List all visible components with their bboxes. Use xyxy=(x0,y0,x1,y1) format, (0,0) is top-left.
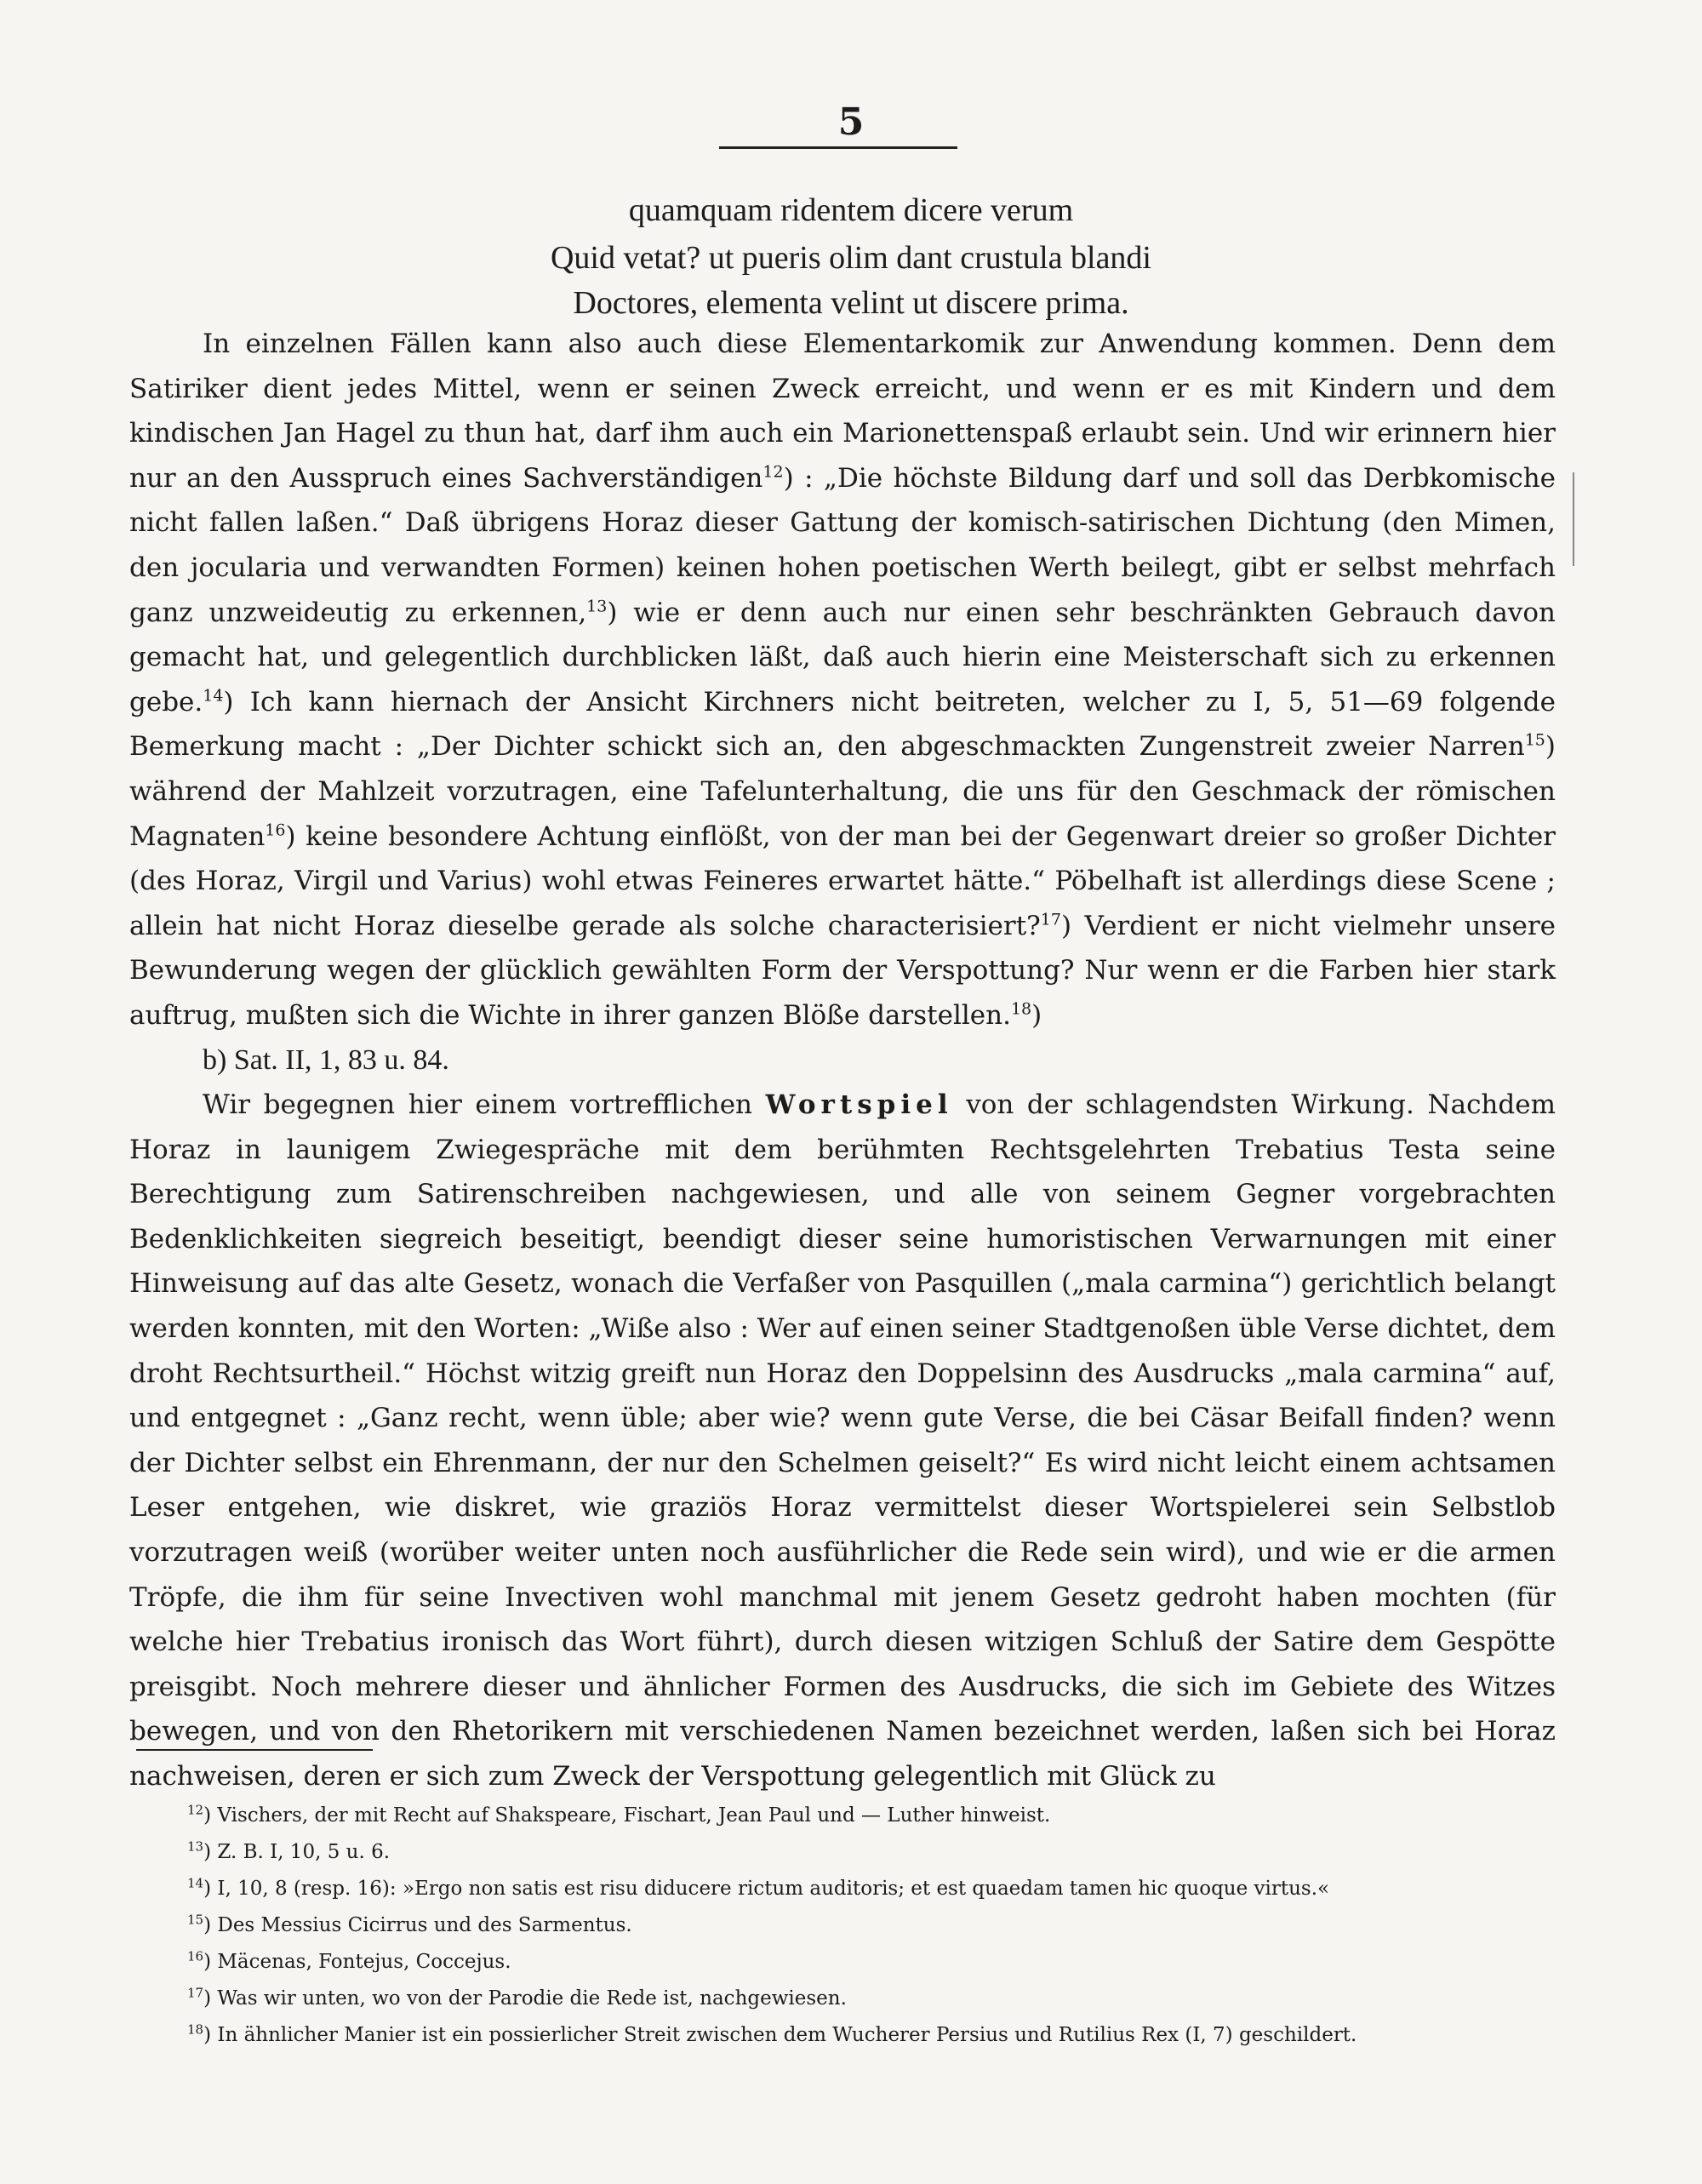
footnote-13 xyxy=(187,1834,1566,1871)
footnote-number: 14 xyxy=(187,1875,204,1891)
footnote-ref-13[interactable]: 13 xyxy=(586,597,608,616)
paragraph-2: Wir begegnen hier einem vortrefflichen Wortspiel von der schlagendsten Wirkung. Nachdem Horaz in launigem Zwiegespräche mit dem berühmten Rechtsgelehrten Trebatius Testa seine Berechtigung zum Satirenschreiben nachgewiesen, und alle von seinem Gegner vorgebrachten Bedenklichkeiten siegreich beseitigt, beendigt dieser seine humoristischen Verwarnungen mit einer Hinweisung auf das alte Gesetz, wonach die Verfaßer von Pasquillen („mala carmina“) gerichtlich belangt werden konnten, mit den Worten: „Wiße also : Wer auf einen seiner Stadtgenoßen üble Verse dichtet, dem droht Rechtsurtheil.“ Höchst witzig greift nun Horaz den Doppelsinn des Ausdrucks „mala carmina“ auf, und entgegnet : „Ganz recht, wenn üble; aber wie? wenn gute Verse, die bei Cäsar Beifall finden? wenn der Dichter selbst ein Ehrenmann, der nur den Schelmen geiselt?“ Es wird nicht leicht einem achtsamen Leser entgehen, wie diskret, wie graziös Horaz vermittelst dieser Wortspielerei sein Selbstlob vorzutragen weiß (worüber weiter unten noch ausführlicher die Rede sein wird), und wie er die armen Tröpfe, die ihm für seine Invectiven wohl manchmal mit jenem Gesetz gedroht haben mochten (für welche hier Trebatius ironisch das Wort führt), durch diesen witzigen Schluß der Satire dem Gespötte preisgibt. Noch mehrere dieser und ähnlicher Formen des Ausdrucks, die sich im Gebiete des Witzes bewegen, und von den Rhetorikern mit verschiedenen Namen bezeichnet werden, laßen sich bei Horaz nachweisen, deren er sich zum Zweck der Verspottung gelegentlich mit Glück zu xyxy=(129,1089,1556,1792)
footnote-16 xyxy=(187,1944,1566,1981)
footnote-text: ) Z. B. I, 10, 5 u. 6. xyxy=(203,1841,391,1863)
verse-line-1: quamquam ridentem dicere verum xyxy=(628,192,1074,228)
page-number: 5 xyxy=(837,100,865,144)
footnote-12 xyxy=(187,1798,1566,1834)
verse-line-2: Quid vetat? ut pueris olim dant crustula blandi xyxy=(550,240,1151,276)
footnote-text: ) Vischers, der mit Recht auf Shakspeare, Fischart, Jean Paul und — Luther hinweist. xyxy=(203,1804,1051,1827)
footnote-number: 16 xyxy=(187,1948,204,1964)
footnote-text: ) In ähnlicher Manier ist ein possierlicher Streit zwischen dem Wucherer Persius und Rutilius Rex (I, 7) geschildert. xyxy=(203,2024,1357,2046)
footnote-separator xyxy=(136,1749,373,1751)
footnotes xyxy=(187,1798,1566,2054)
footnote-14 xyxy=(187,1871,1566,1907)
footnote-number: 12 xyxy=(187,1802,204,1818)
footnote-number: 15 xyxy=(187,1912,204,1928)
footnote-number: 18 xyxy=(187,2021,204,2038)
footnote-ref-15[interactable]: 15 xyxy=(1524,731,1545,751)
footnote-text: ) I, 10, 8 (resp. 16): »Ergo non satis est risu diducere rictum auditoris; et est quaedam tamen hic quoque virtus.« xyxy=(203,1878,1330,1900)
footnote-ref-14[interactable]: 14 xyxy=(203,686,224,706)
footnote-17 xyxy=(187,1981,1566,2017)
body-text xyxy=(129,322,1556,1799)
footnote-text: ) Des Messius Cicirrus und des Sarmentus. xyxy=(203,1914,632,1936)
footnote-15 xyxy=(187,1907,1566,1944)
footnote-number: 13 xyxy=(187,1838,204,1855)
section-subheading: b) Sat. II, 1, 83 u. 84. xyxy=(203,1043,449,1076)
footnote-number: 17 xyxy=(187,1985,204,2001)
footnote-text: ) Mäcenas, Fontejus, Coccejus. xyxy=(203,1951,511,1973)
footnote-ref-12[interactable]: 12 xyxy=(762,462,784,482)
verse-line-3: Doctores, elementa velint ut discere prima. xyxy=(573,285,1129,321)
footnote-ref-16[interactable]: 16 xyxy=(265,820,286,840)
footnote-18 xyxy=(187,2017,1566,2054)
header-rule xyxy=(719,146,957,149)
margin-mark xyxy=(1573,472,1574,566)
footnote-text: ) Was wir unten, wo von der Parodie die Rede ist, nachgewiesen. xyxy=(203,1987,847,2010)
footnote-ref-17[interactable]: 17 xyxy=(1040,910,1061,929)
paragraph-1: In einzelnen Fällen kann also auch diese Elementarkomik zur Anwendung kommen. Denn dem Satiriker dient jedes Mittel, wenn er seinen Zweck erreicht, und wenn er es mit Kindern und dem kindischen Jan Hagel zu thun hat, darf ihm auch ein Marionettenspaß erlaubt sein. Und wir erinnern hier nur an den Ausspruch eines Sachverständigen$^{12}$) : „Die höchste Bildung darf und soll das Derbkomische nicht fallen laßen.“ Daß übrigens Horaz dieser Gattung der komisch-satirischen Dichtung (den Mimen, den jocularia und verwandten Formen) keinen hohen poetischen Werth beilegt, gibt er selbst mehrfach ganz unzweideutig zu erkennen,$^{13}$) wie er denn auch nur einen sehr beschränkten Gebrauch davon gemacht hat, und gelegentlich durchblicken läßt, daß auch hierin eine Meisterschaft sich zu erkennen gebe.$^{14}$) Ich kann hiernach der Ansicht Kirchners nicht beitreten, welcher zu I, 5, 51—69 folgende Bemerkung macht : „Der Dichter schickt sich an, den abgeschmackten Zungenstreit zweier Narren$^{15}$) während der Mahlzeit vorzutragen, eine Tafelunterhaltung, die uns für den Geschmack der römischen Magnaten$^{16}$) keine besondere Achtung einflößt, von der man bei der Gegenwart dreier so großer Dichter (des Horaz, Virgil und Varius) wohl etwas Feineres erwartet hätte.“ Pöbelhaft ist allerdings diese Scene ; allein hat nicht Horaz dieselbe gerade als solche characterisiert?$^{17}$) Verdient er nicht vielmehr unsere Bewunderung wegen der glücklich gewählten Form der Verspottung? Nur wenn er die Farben hier stark auftrug, mußten sich die Wichte in ihrer ganzen Blöße darstellen.$^{18}$) xyxy=(129,329,1556,1031)
footnote-ref-18[interactable]: 18 xyxy=(1010,999,1032,1019)
emphasized-term: Wortspiel xyxy=(765,1089,953,1121)
